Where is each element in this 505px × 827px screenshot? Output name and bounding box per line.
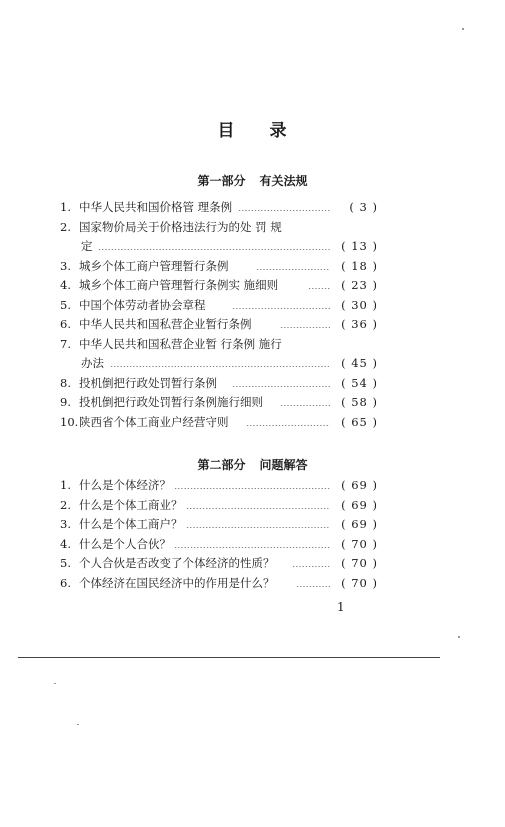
- entry-title: 个体经济在国民经济中的作用是什么？: [79, 575, 275, 590]
- toc-entry[interactable]: [60, 296, 378, 316]
- toc-entry[interactable]: [60, 393, 378, 413]
- dot-leader: [280, 327, 330, 328]
- entry-number: 8.: [60, 375, 71, 390]
- section-number: 第一部分: [197, 174, 246, 188]
- entry-number: 3.: [60, 258, 71, 273]
- entry-title: 中华人民共和国私营企业暂 行条例 施行: [79, 336, 282, 351]
- entry-page: ( 65 ): [341, 414, 378, 429]
- entry-number: 10.: [60, 414, 79, 429]
- toc-entry[interactable]: [60, 198, 378, 218]
- toc-entry[interactable]: [60, 218, 378, 238]
- dot-leader: [110, 366, 330, 367]
- dot-leader: [292, 566, 330, 567]
- entry-page: ( 70 ): [341, 536, 378, 551]
- toc-entry[interactable]: [60, 276, 378, 296]
- entry-number: 3.: [60, 517, 71, 531]
- toc-entry[interactable]: [60, 315, 378, 335]
- entry-number: 2.: [60, 219, 71, 234]
- toc-entry[interactable]: [60, 257, 378, 277]
- entry-page: ( 45 ): [341, 356, 378, 370]
- toc-entry-continuation[interactable]: [60, 354, 378, 374]
- dot-leader: [308, 288, 330, 289]
- toc-entry[interactable]: [60, 535, 378, 555]
- toc-entry-continuation[interactable]: [60, 237, 378, 257]
- entry-title: 投机倒把行政处罚暂行条例施行细则: [79, 395, 263, 409]
- section-label: 问题解答: [259, 458, 308, 472]
- entry-number: 2.: [60, 497, 71, 512]
- entry-number: 6.: [60, 575, 71, 590]
- toc-entry[interactable]: [60, 554, 378, 574]
- entry-page: ( 70 ): [341, 575, 378, 590]
- entry-title: 城乡个体工商户管理暂行条例实 施细则: [79, 278, 279, 292]
- dot-leader: [186, 527, 330, 528]
- entry-number: 7.: [60, 336, 71, 351]
- entry-title: 中华人民共和国价格管 理条例: [79, 200, 233, 214]
- entry-title: 中国个体劳动者协会章程: [79, 297, 206, 312]
- entry-title: 什么是个人合伙？: [79, 536, 171, 551]
- toc-entry[interactable]: [60, 476, 378, 496]
- dot-leader: [186, 508, 330, 509]
- entry-page: ( 13 ): [341, 239, 378, 253]
- entry-number: 4.: [60, 536, 71, 551]
- entry-number: 5.: [60, 556, 71, 570]
- entry-title: 城乡个体工商户管理暂行条例: [79, 258, 229, 273]
- toc-entry[interactable]: [60, 574, 378, 594]
- entry-page: ( 69 ): [341, 497, 378, 512]
- toc-list-part-1: [60, 198, 378, 432]
- title-char-2: 录: [269, 121, 288, 141]
- entry-title: 办法: [81, 356, 104, 370]
- title-char-1: 目: [217, 121, 236, 141]
- dot-leader: [280, 405, 330, 406]
- entry-number: 1.: [60, 478, 71, 492]
- entry-number: 1.: [60, 200, 71, 214]
- scan-speck: [54, 683, 56, 684]
- entry-title: 中华人民共和国私营企业暂行条例: [79, 317, 252, 331]
- entry-title: 个人合伙是否改变了个体经济的性质？: [79, 556, 275, 570]
- dot-leader: [174, 488, 330, 489]
- toc-entry[interactable]: [60, 335, 378, 355]
- entry-number: 4.: [60, 278, 71, 292]
- entry-page: ( 54 ): [341, 375, 378, 390]
- scan-speck: [77, 724, 79, 725]
- page-title: [0, 116, 505, 141]
- section-heading-part-2: [0, 456, 505, 473]
- entry-title: 投机倒把行政处罚暂行条例: [79, 375, 217, 390]
- entry-number: 6.: [60, 317, 71, 331]
- entry-page: ( 36 ): [341, 317, 378, 331]
- section-label: 有关法规: [259, 174, 308, 188]
- scan-speck: [462, 28, 464, 30]
- entry-number: 5.: [60, 297, 71, 312]
- toc-entry[interactable]: [60, 374, 378, 394]
- dot-leader: [174, 547, 330, 548]
- section-heading-part-1: [0, 172, 505, 189]
- entry-title: 定: [81, 239, 93, 253]
- entry-number: 9.: [60, 395, 71, 409]
- page-number: 1: [337, 600, 345, 614]
- entry-title: 什么是个体工商业？: [79, 497, 183, 512]
- entry-title: 陕西省个体工商业户经营守则: [79, 414, 229, 429]
- dot-leader: [246, 425, 330, 426]
- entry-title: 什么是个体经济？: [79, 478, 171, 492]
- entry-page: ( 69 ): [341, 478, 378, 492]
- entry-title: 国家物价局关于价格违法行为的处 罚 规: [79, 219, 282, 234]
- section-number: 第二部分: [197, 458, 246, 472]
- entry-page: ( 58 ): [341, 395, 378, 409]
- toc-entry[interactable]: [60, 515, 378, 535]
- entry-title: 什么是个体工商户？: [79, 517, 183, 531]
- scan-speck: [458, 636, 460, 638]
- toc-list-part-2: [60, 476, 378, 593]
- toc-entry[interactable]: [60, 413, 378, 433]
- dot-leader: [238, 210, 330, 211]
- page-edge-line: [18, 657, 440, 658]
- dot-leader: [256, 269, 330, 270]
- entry-page: ( 70 ): [341, 556, 378, 570]
- dot-leader: [232, 308, 330, 309]
- dot-leader: [296, 586, 330, 587]
- dot-leader: [232, 386, 330, 387]
- entry-page: ( 3 ): [349, 200, 378, 214]
- entry-page: ( 69 ): [341, 517, 378, 531]
- entry-page: ( 23 ): [341, 278, 378, 292]
- entry-page: ( 18 ): [341, 258, 378, 273]
- toc-entry[interactable]: [60, 496, 378, 516]
- dot-leader: [98, 249, 330, 250]
- entry-page: ( 30 ): [341, 297, 378, 312]
